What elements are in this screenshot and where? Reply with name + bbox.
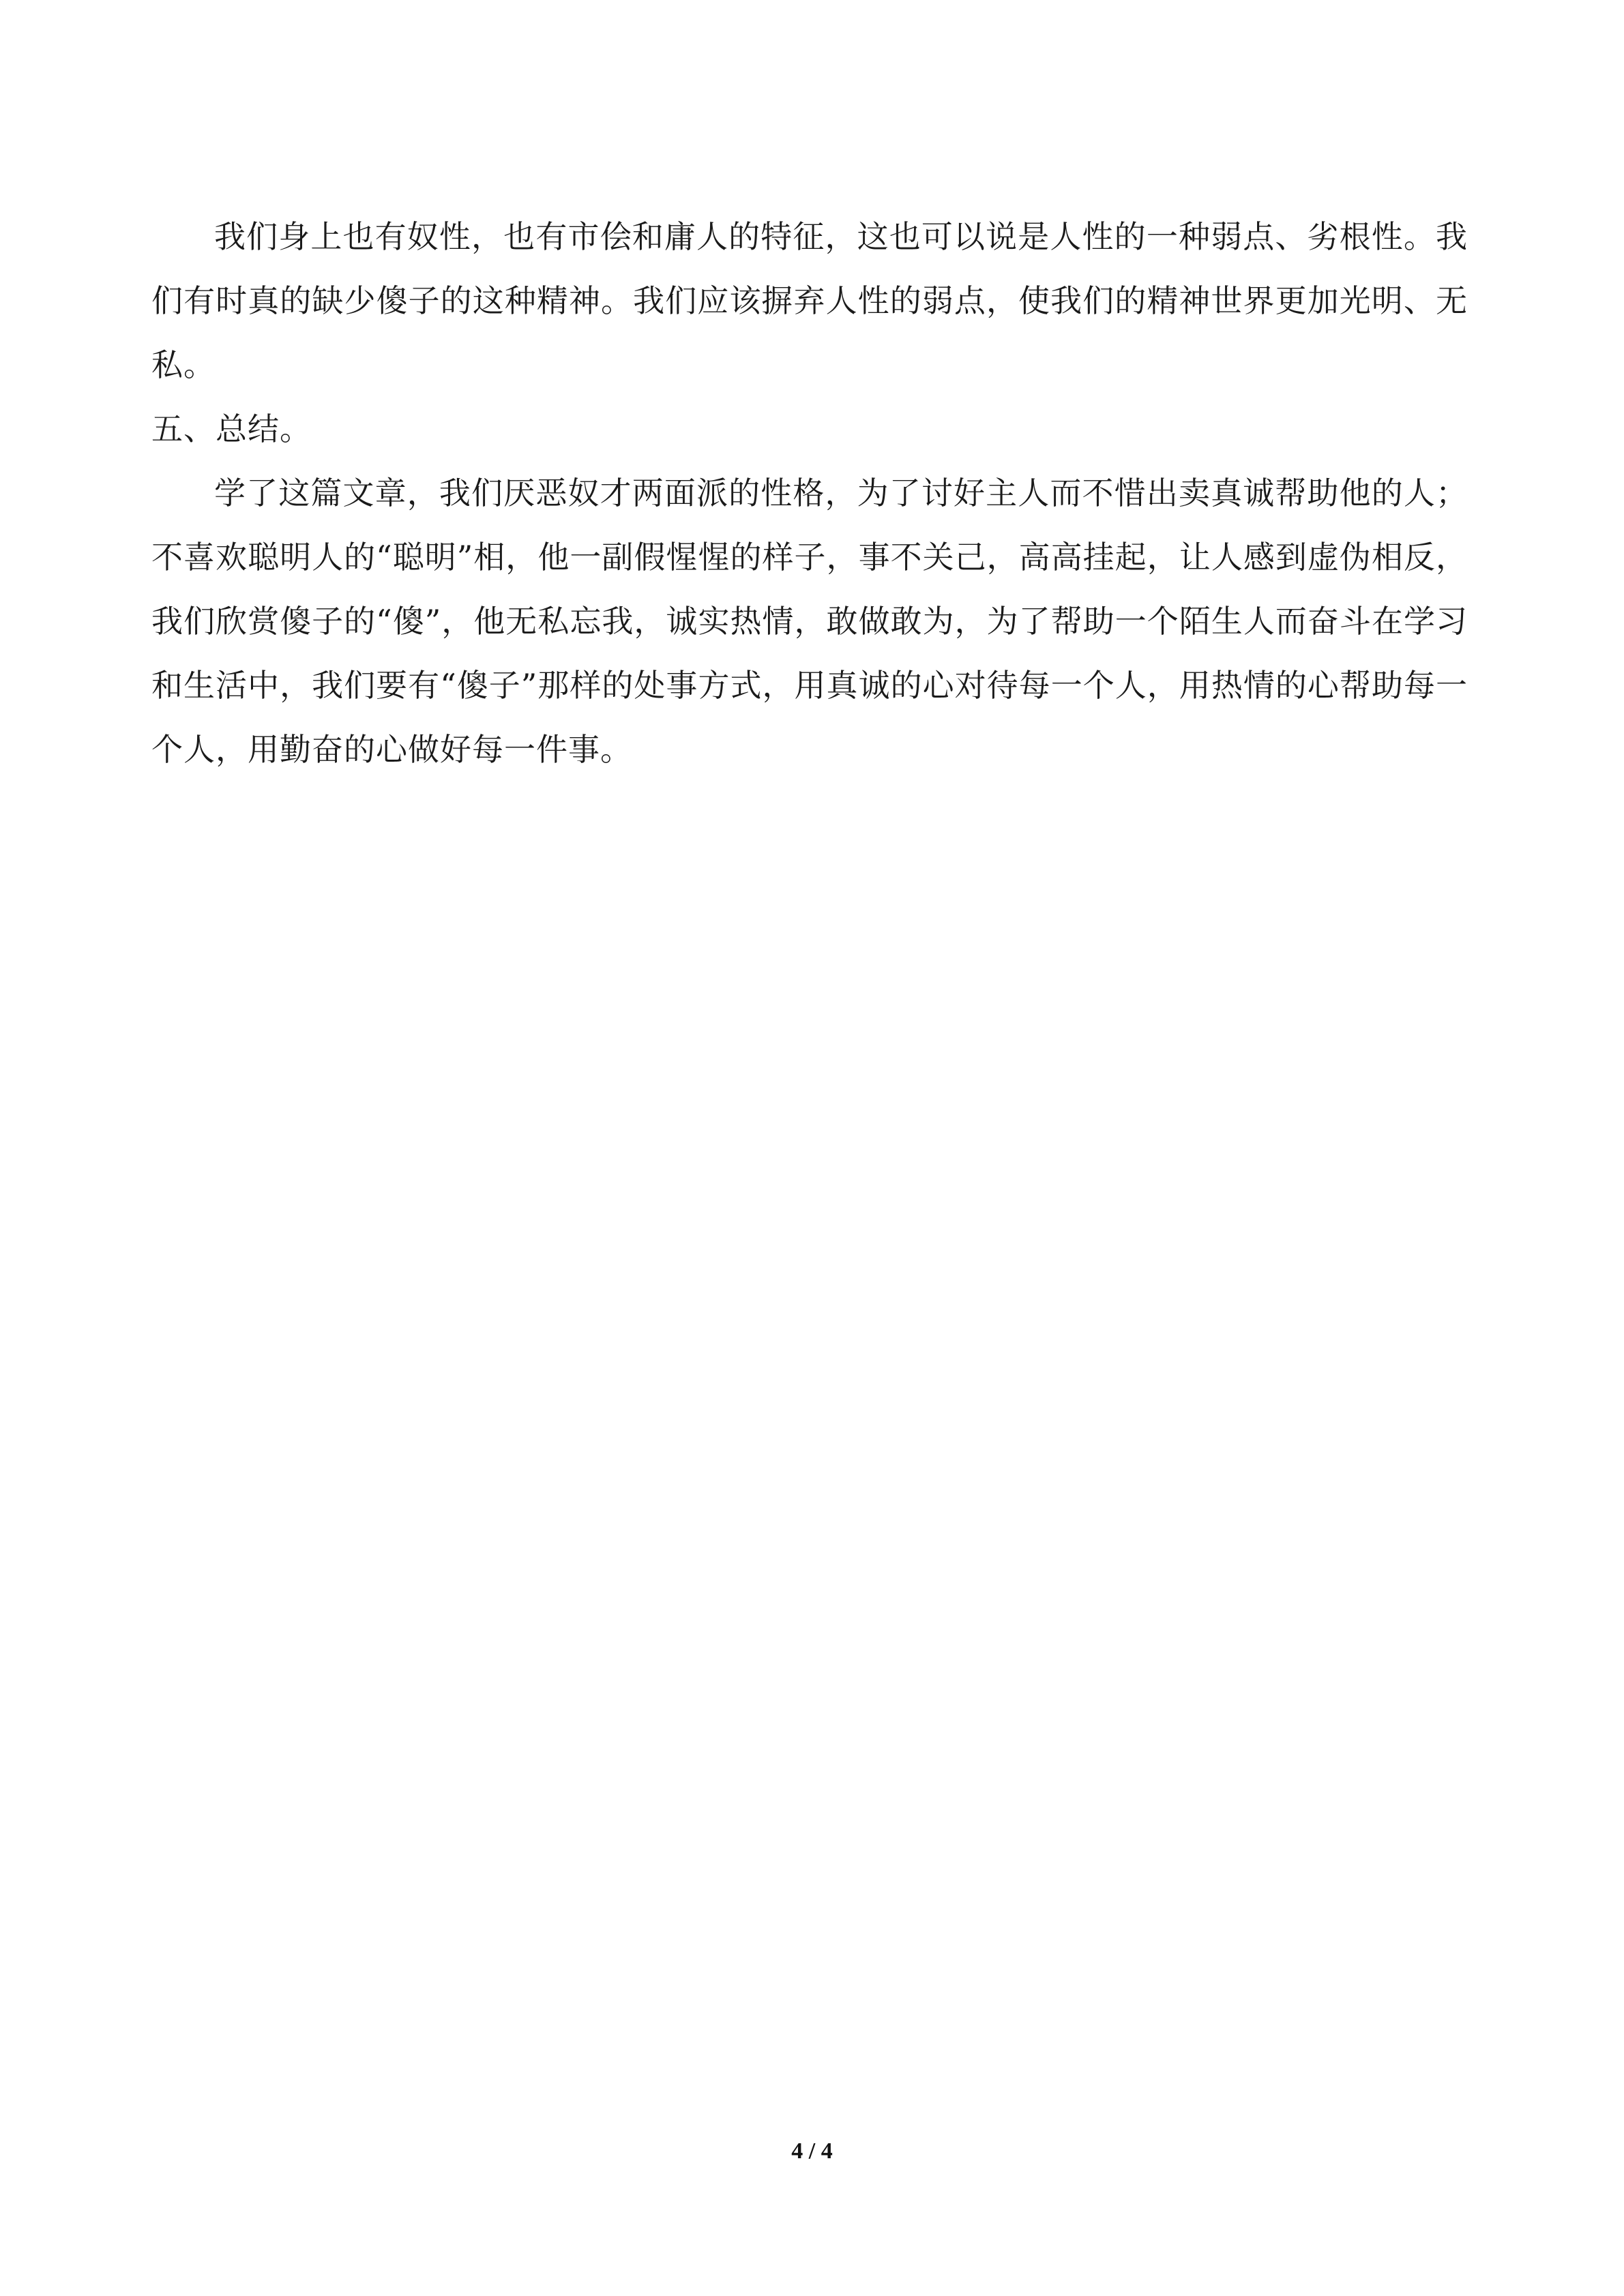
page-number: 4 / 4 <box>791 2138 833 2164</box>
section-heading-summary: 五、总结。 <box>151 411 312 447</box>
paragraph-reflection: 我们身上也有奴性，也有市侩和庸人的特征，这也可以说是人性的一种弱点、劣根性。我们有时真的缺少傻子的这种精神。我们应该摒弃人性的弱点，使我们的精神世界更加光明、无私。 <box>151 218 1468 383</box>
document-body <box>151 205 1468 781</box>
paragraph-summary: 学了这篇文章，我们厌恶奴才两面派的性格，为了讨好主人而不惜出卖真诚帮助他的人；不喜欢聪明人的“聪明”相，他一副假惺惺的样子，事不关己，高高挂起，让人感到虚伪相反，我们欣赏傻子的“傻”，他无私忘我，诚实热情，敢做敢为，为了帮助一个陌生人而奋斗在学习和生活中，我们要有“傻子”那样的处事方式，用真诚的心对待每一个人，用热情的心帮助每一个人，用勤奋的心做好每一件事。 <box>151 475 1468 768</box>
